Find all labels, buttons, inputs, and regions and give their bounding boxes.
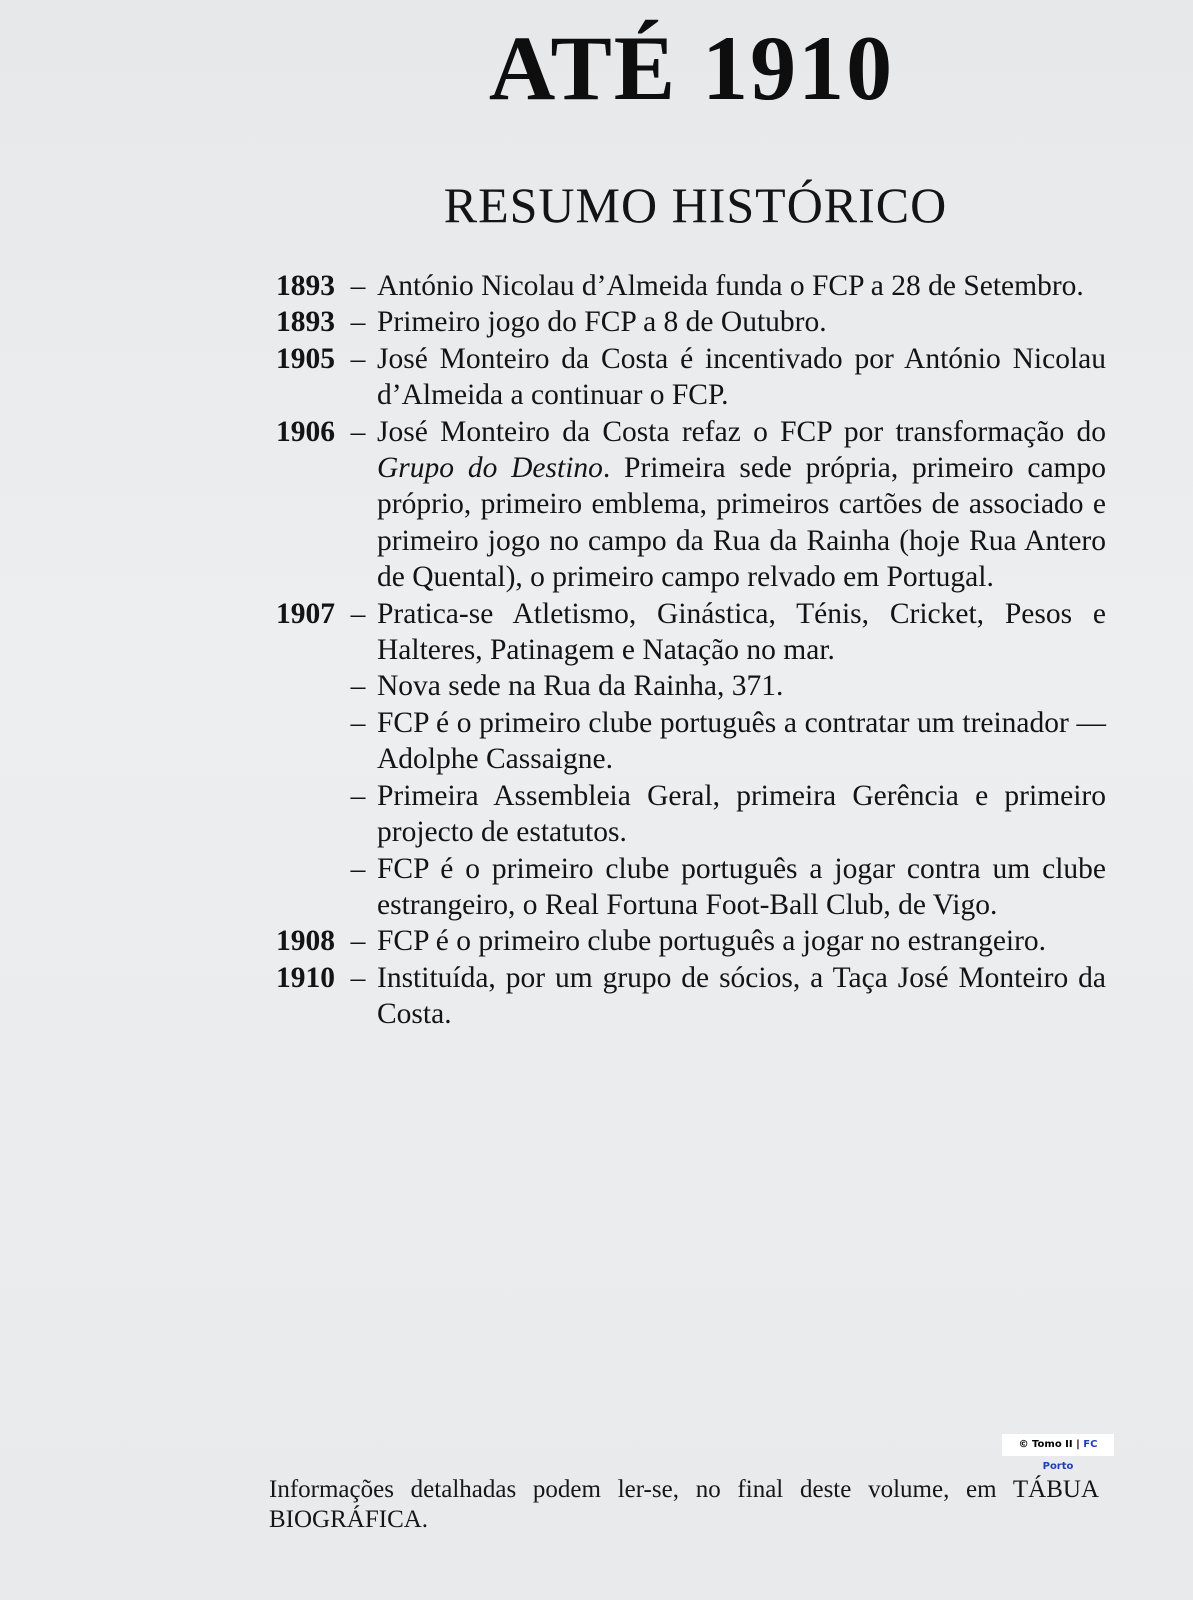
entry-text-italic: Grupo do Destino (377, 452, 603, 485)
history-entry (276, 304, 1106, 340)
page-title: ATÉ 1910 (488, 17, 895, 119)
entry-dash: – (350, 961, 366, 994)
entry-text: FCP é o primeiro clube português a jogar contra um clube estrangeiro, o Real Fortuna Foot-Ball Club, de Vigo. (377, 852, 1106, 921)
history-subentry (276, 778, 1106, 851)
page-subtitle: RESUMO HISTÓRICO (443, 177, 948, 233)
history-subentry (276, 668, 1106, 704)
entry-text: José Monteiro da Costa é incentivado por António Nicolau d’Almeida a continuar o FCP. (377, 342, 1106, 412)
entry-dash: – (350, 852, 366, 885)
entry-dash: – (350, 306, 366, 339)
history-subentry (276, 851, 1106, 924)
entry-text: Nova sede na Rua da Rainha, 371. (377, 670, 784, 703)
entry-dash: – (350, 415, 366, 448)
copyright-separator: | (1076, 1439, 1080, 1450)
entry-dash: – (350, 925, 366, 958)
history-list (276, 268, 1106, 1033)
entry-text: Pratica-se Atletismo, Ginástica, Ténis, Cricket, Pesos e Halteres, Patinagem e Natação no mar. (377, 597, 1106, 667)
entry-dash: – (350, 342, 366, 375)
copyright-prefix: © Tomo II (1018, 1439, 1073, 1450)
entry-text: FCP é o primeiro clube português a jogar no estrangeiro. (377, 925, 1047, 958)
entry-year: 1908 (276, 925, 335, 958)
history-entry (276, 960, 1106, 1033)
entry-dash: – (350, 670, 366, 703)
entry-text: Instituída, por um grupo de sócios, a Taça José Monteiro da Costa. (377, 961, 1106, 1031)
history-subentry (276, 705, 1106, 778)
entry-text (377, 414, 1106, 596)
entry-year: 1906 (276, 415, 335, 448)
entry-text-start: José Monteiro da Costa refaz o FCP por transformação do (377, 415, 1106, 448)
entry-text: António Nicolau d’Almeida funda o FCP a 28 de Setembro. (377, 270, 1084, 302)
history-entry (276, 923, 1106, 959)
copyright-label (1002, 1434, 1114, 1472)
history-entry (276, 268, 1106, 304)
entry-year: 1907 (276, 597, 335, 630)
history-entry (276, 596, 1106, 669)
footnote: Informações detalhadas podem ler-se, no final deste volume, em TÁBUA BIOGRÁFICA. (269, 1476, 1099, 1533)
entry-year: 1893 (276, 306, 335, 339)
entry-dash: – (350, 270, 366, 302)
history-entry (276, 341, 1106, 414)
entry-text-end: . Primeira sede própria, primeiro campo próprio, primeiro emblema, primeiros cartões de associado e primeiro jogo no campo da Rua da Rainha (hoje Rua Antero de Quental), o primeiro campo relvado em Portugal. (377, 452, 1106, 594)
history-entry (276, 414, 1106, 596)
entry-dash: – (350, 779, 366, 812)
entry-text: Primeiro jogo do FCP a 8 de Outubro. (377, 306, 827, 339)
entry-dash: – (350, 597, 366, 630)
entry-year: 1893 (276, 270, 335, 302)
entry-year: 1905 (276, 342, 335, 375)
fc-porto-link[interactable]: FC Porto (1042, 1439, 1098, 1472)
entry-year: 1910 (276, 961, 335, 994)
entry-text: FCP é o primeiro clube português a contratar um treinador — Adolphe Cassaigne. (377, 706, 1106, 776)
entry-dash: – (350, 706, 366, 739)
entry-text: Primeira Assembleia Geral, primeira Gerência e primeiro projecto de estatutos. (377, 779, 1106, 849)
